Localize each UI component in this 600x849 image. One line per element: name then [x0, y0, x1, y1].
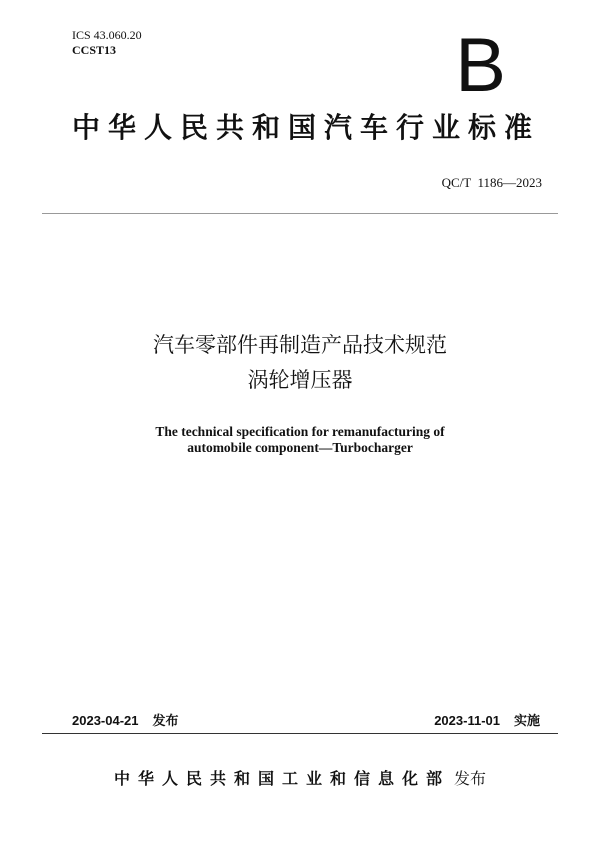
implement-label: 实施 — [513, 714, 540, 729]
publish-label: 发布 — [152, 714, 179, 729]
ics-code: ICS 43.060.20 — [72, 28, 142, 42]
implement-date: 2023-11-01 — [434, 713, 500, 728]
cn-title-line1: 汽车零部件再制造产品技术规范 — [153, 333, 447, 357]
publish-date: 2023-04-21 — [72, 713, 139, 728]
standard-title: 中华人民共和国汽车行业标准 — [72, 111, 541, 144]
en-title-line1: The technical specification for remanufacturing of — [155, 424, 445, 439]
standard-number: QC/T 1186—2023 — [441, 175, 542, 190]
bottom-divider — [42, 733, 558, 734]
en-title-line2: automobile component—Turbocharger — [187, 440, 413, 455]
issuer-verb: 发布 — [454, 769, 487, 788]
category-letter: B — [455, 23, 506, 108]
top-divider — [42, 213, 558, 214]
implement-date-row — [434, 713, 540, 730]
cn-title-line2: 涡轮增压器 — [247, 368, 353, 392]
issuer-line — [0, 768, 600, 790]
publish-date-row — [72, 713, 179, 730]
ccs-code: CCST13 — [72, 43, 117, 57]
issuer-name: 中华人民共和国工业和信息化部 — [113, 769, 450, 788]
